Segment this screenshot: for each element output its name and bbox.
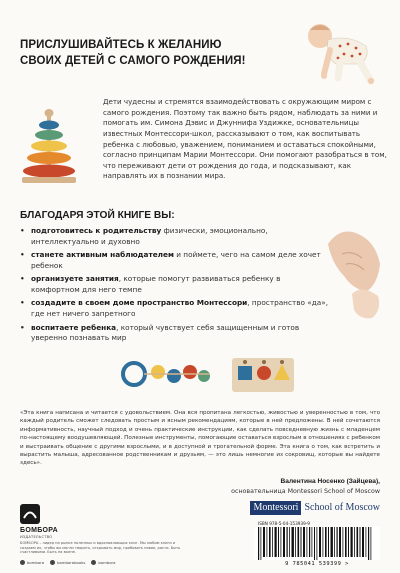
social-links [20, 560, 115, 565]
social-item[interactable] [20, 560, 44, 565]
benefit-text: и поймете, чего на самом деле хочет ребенок [31, 250, 321, 270]
bombora-logo-icon [20, 504, 40, 524]
review-author-role: основательница Montessori School of Moscow [231, 488, 380, 495]
bullet-glyph: • [20, 274, 25, 284]
bullet-glyph: • [20, 298, 25, 308]
publisher-tagline: БОМБОРА – лидер на рынке полезных и вдохновляющих книг. Мы любим книги и создаем их, чтобы вы могли творить, открывать мир, пробовать новое, расти. Быть счастливыми. Быть на волне. [20, 541, 181, 555]
list-item [20, 323, 330, 344]
benefit-bold: организуете занятия [31, 274, 119, 284]
headline-line-1: ПРИСЛУШИВАЙТЕСЬ К ЖЕЛАНИЮ [20, 39, 222, 51]
bullet-glyph: • [20, 226, 25, 235]
montessori-school-logo [250, 501, 380, 515]
social-label: bomborabooks [57, 560, 86, 565]
vk-icon [20, 560, 25, 565]
benefit-bold: воспитаете ребенка [31, 322, 117, 332]
publisher-sub: ИЗДАТЕЛЬСТВО [20, 535, 53, 539]
review-author: Валентина Носенко (Зайцева), [280, 478, 380, 485]
list-item [20, 226, 330, 247]
benefit-bold: подготовитесь к родительству [31, 226, 162, 235]
benefit-bold: станете активным наблюдателем [31, 250, 174, 260]
publisher-name: БОМБОРА [20, 527, 58, 534]
bullet-glyph: • [20, 322, 25, 332]
headline-line-2: СВОИХ ДЕТЕЙ С САМОГО РОЖДЕНИЯ! [20, 54, 246, 67]
instagram-icon [50, 560, 55, 565]
benefit-text: физически, эмоционально, интеллектуально и духовно [31, 226, 268, 246]
benefit-text: , пространство «да», где нет ничего запретного [31, 298, 329, 319]
isbn-text: ISBN 978-5-04-153939-9 [258, 521, 310, 526]
stacking-rings-illustration [14, 107, 84, 189]
telegram-icon [91, 560, 96, 565]
social-item[interactable] [50, 560, 85, 565]
social-label: bombora [27, 560, 45, 565]
benefit-text: , который чувствует себя защищенным и готов уверенно познавать мир [31, 322, 300, 343]
rattle-illustration [118, 352, 214, 396]
intro-paragraph: Дети чудесны и стремятся взаимодействовать с окружающим миром с самого рождения. Поэтому так важно быть рядом, наблюдать за ними и помогать им. Симона Дэвис и Джуннифа Уздижке, основательницы известных Монтессори-школ, рассказывают о том, как воспитывать ребенка с любовью, уважением, пониманием и оставаться спокойными, согласно принципам Марии Монтессори. Они помогают разобраться в том, что переживают дети от рождения до года, и подсказывают, как направлять их в познании мира. [103, 97, 387, 181]
shape-puzzle-illustration [232, 352, 294, 398]
benefit-bold: создадите в своем доме пространство Монтессори [31, 298, 248, 308]
list-item [20, 298, 330, 319]
benefit-text: , которые помогут развиваться ребенку в комфортном для него темпе [31, 274, 281, 294]
benefits-title: БЛАГОДАРЯ ЭТОЙ КНИГЕ ВЫ: [20, 210, 175, 221]
hands-illustration [322, 214, 386, 324]
review-quote: «Эта книга написана и читается с удовольствием. Она вся пропитана легкостью, живостью и уверенностью в том, что каждый родитель сможет следовать простым и ясным рекомендациям, которые в ней предложены. В ней сочетаются информативность, научный подход и очень практические инструкции, как сделать повседневную жизнь с младенцем по-настоящему воодушевляющей. Полезные инструменты, помогающие оставаться взрослым в отношениях с ребенком и выстраивать общение с другими взрослыми, и в доступной и трогательной форме. Эта книга о том, как встретить и вырастить малыша, адресованное родственникам и друзьям, — это лишь немногие из сокровищ, которые вы найдете здесь». [20, 410, 380, 467]
barcode [254, 527, 380, 560]
social-item[interactable] [91, 560, 115, 565]
social-label: bombora [98, 560, 116, 565]
headline [20, 38, 260, 69]
list-item [20, 250, 330, 271]
bullet-glyph: • [20, 250, 25, 260]
barcode-digits: 9 785041 539399 > [285, 561, 349, 567]
logo-part-school: School of Moscow [304, 502, 380, 513]
crawling-baby-illustration [300, 18, 386, 86]
logo-part-montessori: Montessori [250, 501, 301, 515]
benefits-list [20, 226, 330, 347]
list-item [20, 274, 330, 295]
